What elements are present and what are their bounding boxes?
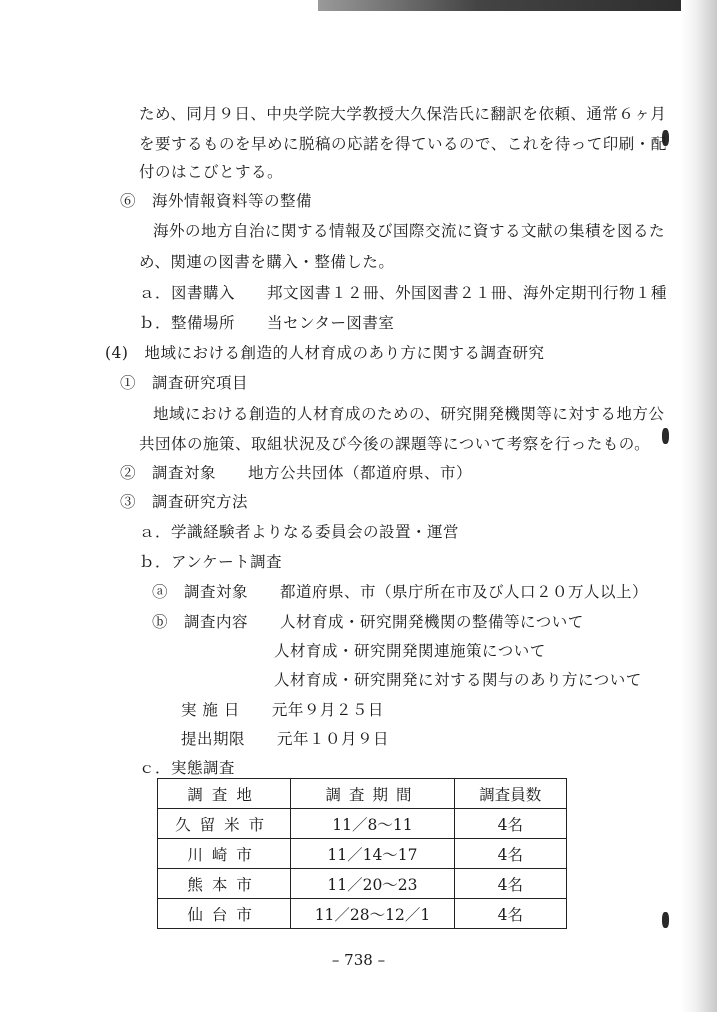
body-line: 付のはこびとする。 <box>139 163 284 181</box>
table-cell: 11／14〜17 <box>291 839 454 869</box>
table-cell: 熊本市 <box>158 869 291 899</box>
sub-item: ⓐ 調査対象 都道府県、市（県庁所在市及び人口２０万人以上） <box>152 583 649 601</box>
table-cell: 4名 <box>454 839 566 869</box>
table-cell: 川崎市 <box>158 839 291 869</box>
body-line: 海外の地方自治に関する情報及び国際交流に資する文献の集積を図るた <box>153 222 666 240</box>
scan-edge-right <box>681 0 717 1012</box>
table-cell: 11／20〜23 <box>291 869 454 899</box>
table-cell: 久留米市 <box>158 809 291 839</box>
list-item: ｂ．アンケート調査 <box>139 553 283 571</box>
table-cell: 11／8〜11 <box>291 809 454 839</box>
table-row <box>158 839 567 869</box>
column-header: 調査期間 <box>291 779 454 809</box>
list-item: ａ．図書購入 邦文図書１２冊、外国図書２１冊、海外定期刊行物１種 <box>139 284 668 302</box>
section-heading: ③ 調査研究方法 <box>120 493 249 511</box>
table-cell: 仙台市 <box>158 899 291 929</box>
table-row <box>158 869 567 899</box>
table-cell: 11／28〜12／1 <box>291 899 454 929</box>
section-heading: (4) 地域における創造的人材育成のあり方に関する調査研究 <box>105 344 545 362</box>
body-line: 地域における創造的人材育成のための、研究開発機関等に対する地方公 <box>153 405 665 423</box>
section-heading: ⑥ 海外情報資料等の整備 <box>120 192 313 210</box>
table-cell: 4名 <box>454 899 566 929</box>
sub-item-continued: 人材育成・研究開発に対する関与のあり方について <box>274 671 642 689</box>
date-line: 提出期限 元年１０月９日 <box>181 730 390 748</box>
list-item: ａ．学識経験者よりなる委員会の設置・運営 <box>139 523 460 541</box>
section-heading: ① 調査研究項目 <box>120 374 249 392</box>
body-line: め、関連の図書を購入・整備した。 <box>139 253 395 271</box>
survey-table <box>157 778 567 929</box>
body-line: 共団体の施策、取組状況及び今後の課題等について考察を行ったもの。 <box>139 435 651 453</box>
column-header: 調査員数 <box>454 779 566 809</box>
binding-hole <box>662 912 669 928</box>
table-row <box>158 809 567 839</box>
body-line: を要するものを早めに脱稿の応諾を得ているので、これを待って印刷・配 <box>139 135 667 153</box>
binding-hole <box>662 428 669 444</box>
date-line: 実 施 日 元年９月２５日 <box>181 701 384 719</box>
section-heading: ② 調査対象 地方公共団体（都道府県、市） <box>120 464 473 482</box>
page-number: – 738 – <box>331 951 386 969</box>
body-line: ため、同月９日、中央学院大学教授大久保浩氏に翻訳を依頼、通常６ヶ月 <box>139 105 667 123</box>
sub-item-continued: 人材育成・研究開発関連施策について <box>274 642 546 660</box>
sub-item: ⓑ 調査内容 人材育成・研究開発機関の整備等について <box>152 613 584 631</box>
scan-edge-top <box>318 0 717 11</box>
column-header: 調査地 <box>158 779 291 809</box>
table-cell: 4名 <box>454 869 566 899</box>
table-cell: 4名 <box>454 809 566 839</box>
table-row <box>158 899 567 929</box>
list-item: ｂ．整備場所 当センター図書室 <box>139 314 395 332</box>
list-item: ｃ．実態調査 <box>139 759 236 777</box>
table-header-row <box>158 779 567 809</box>
